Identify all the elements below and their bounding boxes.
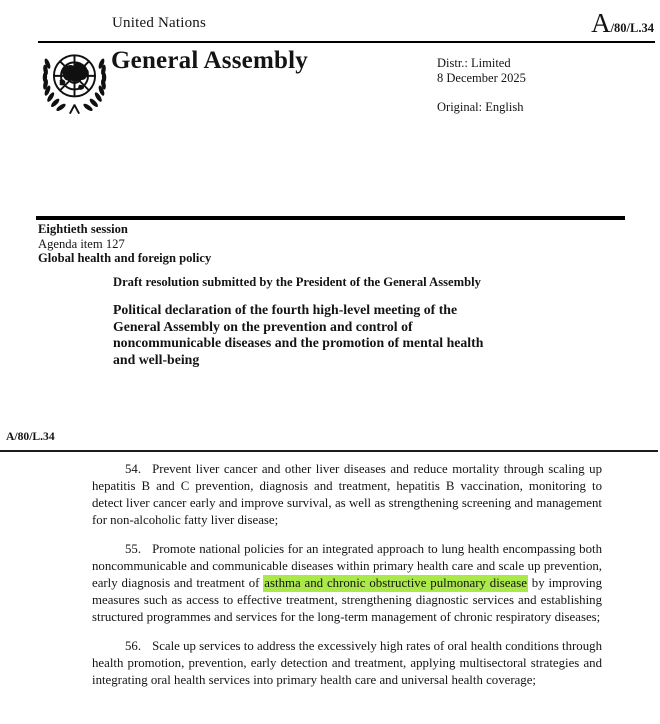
resolution-title-line: noncommunicable diseases and the promotion of mental health <box>113 335 484 351</box>
margin-doc-symbol: A/80/L.34 <box>6 430 55 443</box>
body-paragraph <box>92 541 602 626</box>
highlighted-text: asthma and chronic obstructive pulmonary disease <box>264 576 527 590</box>
document-symbol-letter: A <box>591 8 611 38</box>
paragraph-number: 54. <box>125 462 142 476</box>
distr-line: Distr.: Limited <box>437 56 511 70</box>
session-block <box>38 222 211 266</box>
paragraph-text: by improving measures such as access to effective treatment, strengthening diagnostic services and establishing structured programmes and services for the long-term management of chronic respiratory diseases; <box>92 576 603 624</box>
paragraph-number: 55. <box>125 542 142 556</box>
org-name: United Nations <box>112 15 207 31</box>
header-rule <box>38 41 655 43</box>
date-line: 8 December 2025 <box>437 71 526 85</box>
body-paragraph <box>92 461 602 529</box>
body-paragraph <box>92 638 602 689</box>
agenda-topic-line: Global health and foreign policy <box>38 251 212 266</box>
resolution-title-line: and well-being <box>113 351 200 367</box>
document-symbol-number: /80/L.34 <box>610 21 654 35</box>
resolution-title-line: Political declaration of the fourth high-level meeting of the <box>113 302 458 317</box>
body-paragraphs <box>92 461 602 689</box>
resolution-title-line: General Assembly on the prevention and control of <box>113 318 413 334</box>
agenda-item-line: Agenda item 127 <box>38 236 125 251</box>
paragraph-text: Promote national policies for an integrated approach to lung health encompassing both noncommunicable and communicable diseases within primary health care and scale up prevention, early diagnosis and treatment of <box>92 542 602 590</box>
draft-resolution-line: Draft resolution submitted by the President of the General Assembly <box>113 275 481 289</box>
document-symbol <box>591 8 654 39</box>
assembly-title: General Assembly <box>111 47 308 74</box>
un-emblem-icon <box>35 45 114 117</box>
paragraph-text: Prevent liver cancer and other liver diseases and reduce mortality through scaling up hepatitis B and C prevention, diagnosis and treatment, hepatitis B vaccination, monitoring to detect liver cancer early and improve survival, as well as strengthening screening and management for non-alcoholic fatty liver disease; <box>92 462 602 527</box>
section-rule-thick <box>36 216 625 220</box>
original-language-line: Original: English <box>437 100 524 114</box>
resolution-title <box>113 302 483 368</box>
paragraph-number: 56. <box>125 639 142 653</box>
footer-rule <box>0 450 658 452</box>
distribution-block <box>437 56 526 86</box>
session-line: Eightieth session <box>38 222 128 236</box>
paragraph-text: Scale up services to address the excessively high rates of oral health conditions through health promotion, prevention, early detection and treatment, applying multisectoral strategies and integrating oral health services into primary health care and universal health coverage; <box>92 639 602 687</box>
